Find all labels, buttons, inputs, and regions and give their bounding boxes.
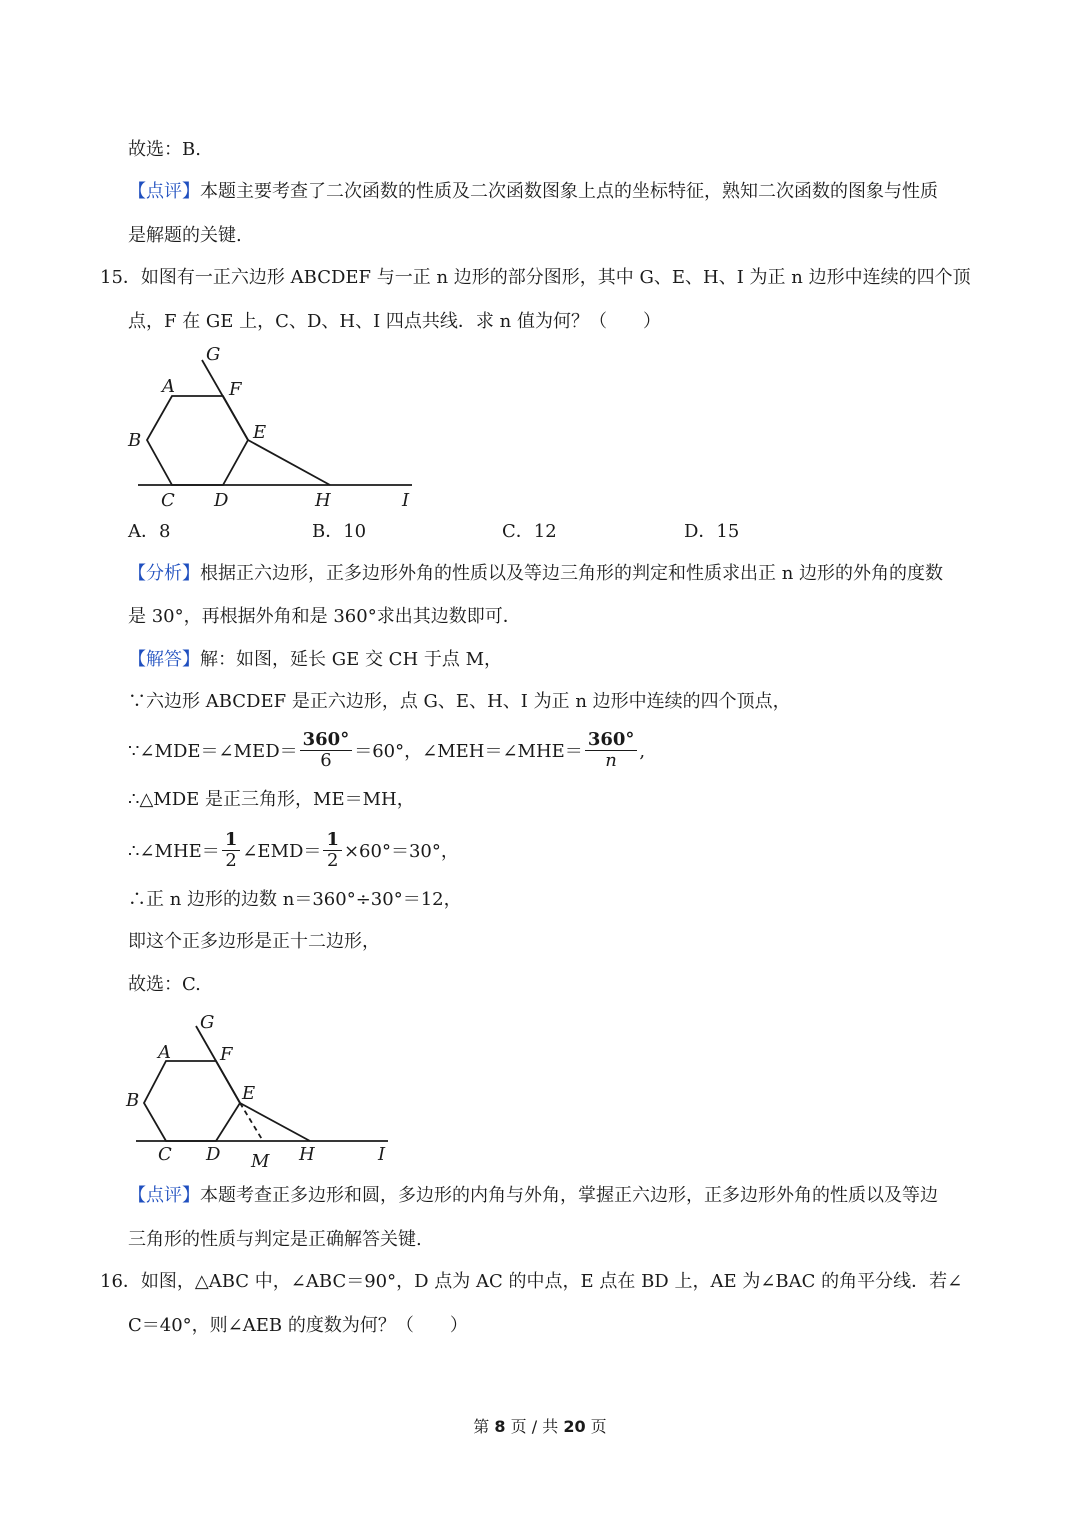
prev-comment-line2: 是解题的关键. (128, 225, 242, 246)
fraction-half-1 (222, 830, 241, 871)
label-h: H (315, 490, 331, 511)
fraction-numerator: 1 (323, 830, 342, 851)
line-ge (202, 360, 248, 440)
footer-prefix: 第 (473, 1417, 490, 1436)
option-d: D．15 (684, 521, 740, 542)
label-c: C (161, 490, 175, 511)
figure-hexagon-1 (120, 340, 440, 515)
fraction-360-over-6 (300, 730, 353, 771)
label-b: B (126, 1090, 140, 1111)
q15-solution-line1 (128, 648, 502, 672)
fraction-360-over-n (585, 730, 638, 771)
fraction-denominator: 2 (225, 849, 237, 871)
q15-comment-line1 (128, 1184, 938, 1208)
label-h: H (299, 1144, 315, 1165)
q16-stem-line2: C＝40°，则∠AEB 的度数为何？（ ） (128, 1315, 468, 1336)
option-a: A．8 (128, 521, 171, 542)
label-g: G (200, 1012, 215, 1033)
q15-comment-line2: 三角形的性质与判定是正确解答关键. (128, 1229, 422, 1250)
q15-answer: 故选：C. (128, 974, 201, 995)
prev-answer: 故选：B. (128, 139, 201, 160)
eq-text-3: ×60°＝30°， (343, 841, 459, 862)
label-e: E (253, 422, 267, 443)
eq-text-3: , (639, 741, 646, 762)
q15-solution-line5 (128, 830, 459, 874)
fraction-numerator: 360° (585, 730, 638, 751)
page-footer (0, 1414, 1080, 1437)
eq-text-2: ∠EMD＝ (242, 841, 322, 862)
question-number: 16． (100, 1271, 141, 1292)
comment-text: 本题考查正多边形和圆，多边形的内角与外角，掌握正六边形，正多边形外角的性质以及等边 (200, 1185, 938, 1206)
fraction-half-2 (323, 830, 342, 871)
line-ge (196, 1026, 240, 1103)
line-eh (248, 440, 330, 485)
q15-solution-line7: 即这个正多边形是正十二边形， (128, 931, 380, 952)
hexagon-shape (144, 1061, 240, 1141)
q15-solution-line4: ∴△MDE 是正三角形，ME＝MH， (128, 789, 415, 810)
fraction-denominator: 6 (320, 749, 332, 771)
comment-text: 本题主要考查了二次函数的性质及二次函数图象上点的坐标特征，熟知二次函数的图象与性质 (200, 181, 938, 202)
footer-middle: 页 / 共 (510, 1417, 559, 1436)
eq-text-2: ＝60°，∠MEH＝∠MHE＝ (354, 741, 583, 762)
solution-text: 解：如图，延长 GE 交 CH 于点 M， (200, 649, 503, 670)
comment-tag: 【点评】 (128, 181, 200, 202)
question-number: 15． (100, 267, 141, 288)
q15-analysis-line1 (128, 562, 943, 586)
q15-solution-line3 (128, 730, 645, 774)
prev-comment-line1 (128, 180, 938, 204)
label-m: M (251, 1151, 270, 1172)
eq-text-1: ∴∠MHE＝ (128, 841, 220, 862)
label-i: I (378, 1144, 386, 1165)
footer-total-pages: 20 (563, 1417, 586, 1436)
label-b: B (128, 430, 142, 451)
fraction-denominator: 2 (326, 849, 339, 871)
label-e: E (242, 1083, 256, 1104)
label-f: F (220, 1044, 233, 1065)
q15-stem-line2: 点，F 在 GE 上，C、D、H、I 四点共线．求 n 值为何？（ ） (128, 311, 661, 332)
q15-stem-line1 (100, 266, 971, 290)
analysis-tag: 【分析】 (128, 563, 200, 584)
q15-solution-line6: ∴正 n 边形的边数 n＝360°÷30°＝12， (128, 889, 462, 910)
label-c: C (158, 1144, 172, 1165)
fraction-numerator: 1 (222, 830, 241, 851)
option-b: B．10 (312, 521, 367, 542)
stem-text: 如图，△ABC 中，∠ABC＝90°，D 点为 AC 的中点，E 点在 BD 上，AE 为∠BAC 的角平分线．若∠ (140, 1271, 963, 1292)
hexagon-shape (147, 396, 248, 485)
footer-suffix: 页 (590, 1417, 607, 1436)
q16-stem-line1 (100, 1270, 962, 1294)
footer-page-number: 8 (494, 1417, 506, 1436)
label-a: A (158, 1042, 171, 1063)
label-a: A (162, 376, 175, 397)
label-g: G (206, 344, 221, 365)
comment-tag: 【点评】 (128, 1185, 200, 1206)
label-d: D (214, 490, 229, 511)
q15-analysis-line2: 是 30°，再根据外角和是 360°求出其边数即可． (128, 606, 521, 627)
label-d: D (206, 1144, 221, 1165)
fraction-denominator: n (605, 749, 617, 771)
q15-solution-line2: ∵六边形 ABCDEF 是正六边形，点 G、E、H、I 为正 n 边形中连续的四个顶点， (128, 691, 791, 712)
label-f: F (229, 379, 242, 400)
option-c: C．12 (502, 521, 557, 542)
figure-hexagon-2 (120, 1008, 420, 1178)
solution-tag: 【解答】 (128, 649, 200, 670)
stem-text: 如图有一正六边形 ABCDEF 与一正 n 边形的部分图形，其中 G、E、H、I 为正 n 边形中连续的四个顶 (140, 267, 971, 288)
fraction-numerator: 360° (300, 730, 353, 751)
analysis-text: 根据正六边形，正多边形外角的性质以及等边三角形的判定和性质求出正 n 边形的外角的度数 (200, 563, 944, 584)
eq-text-1: ∵∠MDE＝∠MED＝ (128, 741, 298, 762)
label-i: I (402, 490, 410, 511)
